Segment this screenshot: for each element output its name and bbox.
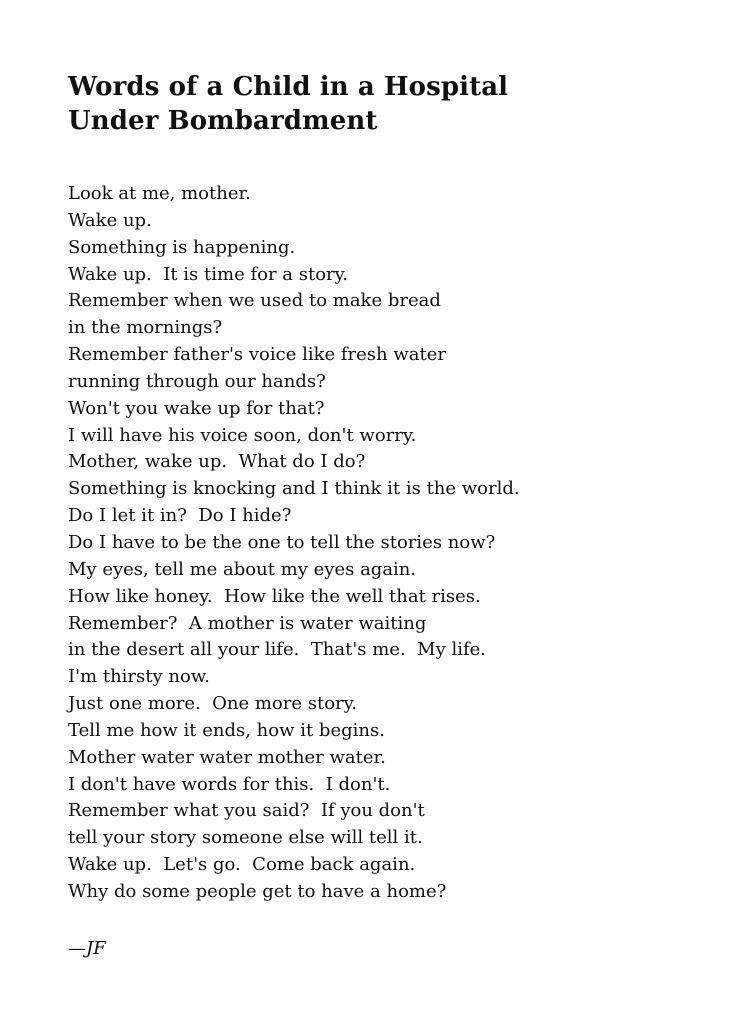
poem-line: Wake up. Let's go. Come back again. [68,854,416,876]
poem-line: Remember father's voice like fresh water [68,344,446,366]
poem-line: Remember? A mother is water waiting [68,612,427,634]
poem-line: Remember what you said? If you don't [68,800,425,822]
poem-line: Remember when we used to make bread [68,290,441,312]
poem-line: Look at me, mother. [68,183,251,204]
poem-body [68,181,708,906]
poem-line: How like honey. How like the well that rises. [68,585,481,607]
poem-line: Something is happening. [68,236,296,258]
poem-line: Do I have to be the one to tell the stories now? [68,531,496,553]
poem-line: tell your story someone else will tell it. [68,827,423,849]
poem-line: in the mornings? [68,317,223,339]
poem-title-line-2: Under Bombardment [68,106,378,136]
poem-line: Something is knocking and I think it is the world. [68,478,520,500]
poem-line: in the desert all your life. That's me. My life. [68,639,487,661]
poem-line: Do I let it in? Do I hide? [68,505,292,527]
poem-line: I'm thirsty now. [68,666,210,688]
poem-line: My eyes, tell me about my eyes again. [68,558,417,580]
poem-line: Why do some people get to have a home? [68,880,447,902]
poem-line: Mother, wake up. What do I do? [68,451,366,473]
poem-line: Mother water water mother water. [68,746,386,768]
author-signature: —JF [68,937,106,959]
poem-line: I will have his voice soon, don't worry. [68,424,417,446]
poem-line: Wake up. [68,209,152,231]
poem-line: I don't have words for this. I don't. [68,773,391,795]
poem-line: Won't you wake up for that? [68,397,325,419]
poem-title-line-1: Words of a Child in a Hospital [68,72,509,102]
poem-line: Tell me how it ends, how it begins. [68,719,385,741]
poem-title [68,70,708,138]
poem-line: Just one more. One more story. [68,693,358,715]
poem-line: Wake up. It is time for a story. [68,263,349,285]
poem-line: running through our hands? [68,370,326,392]
poem-page [68,70,708,962]
